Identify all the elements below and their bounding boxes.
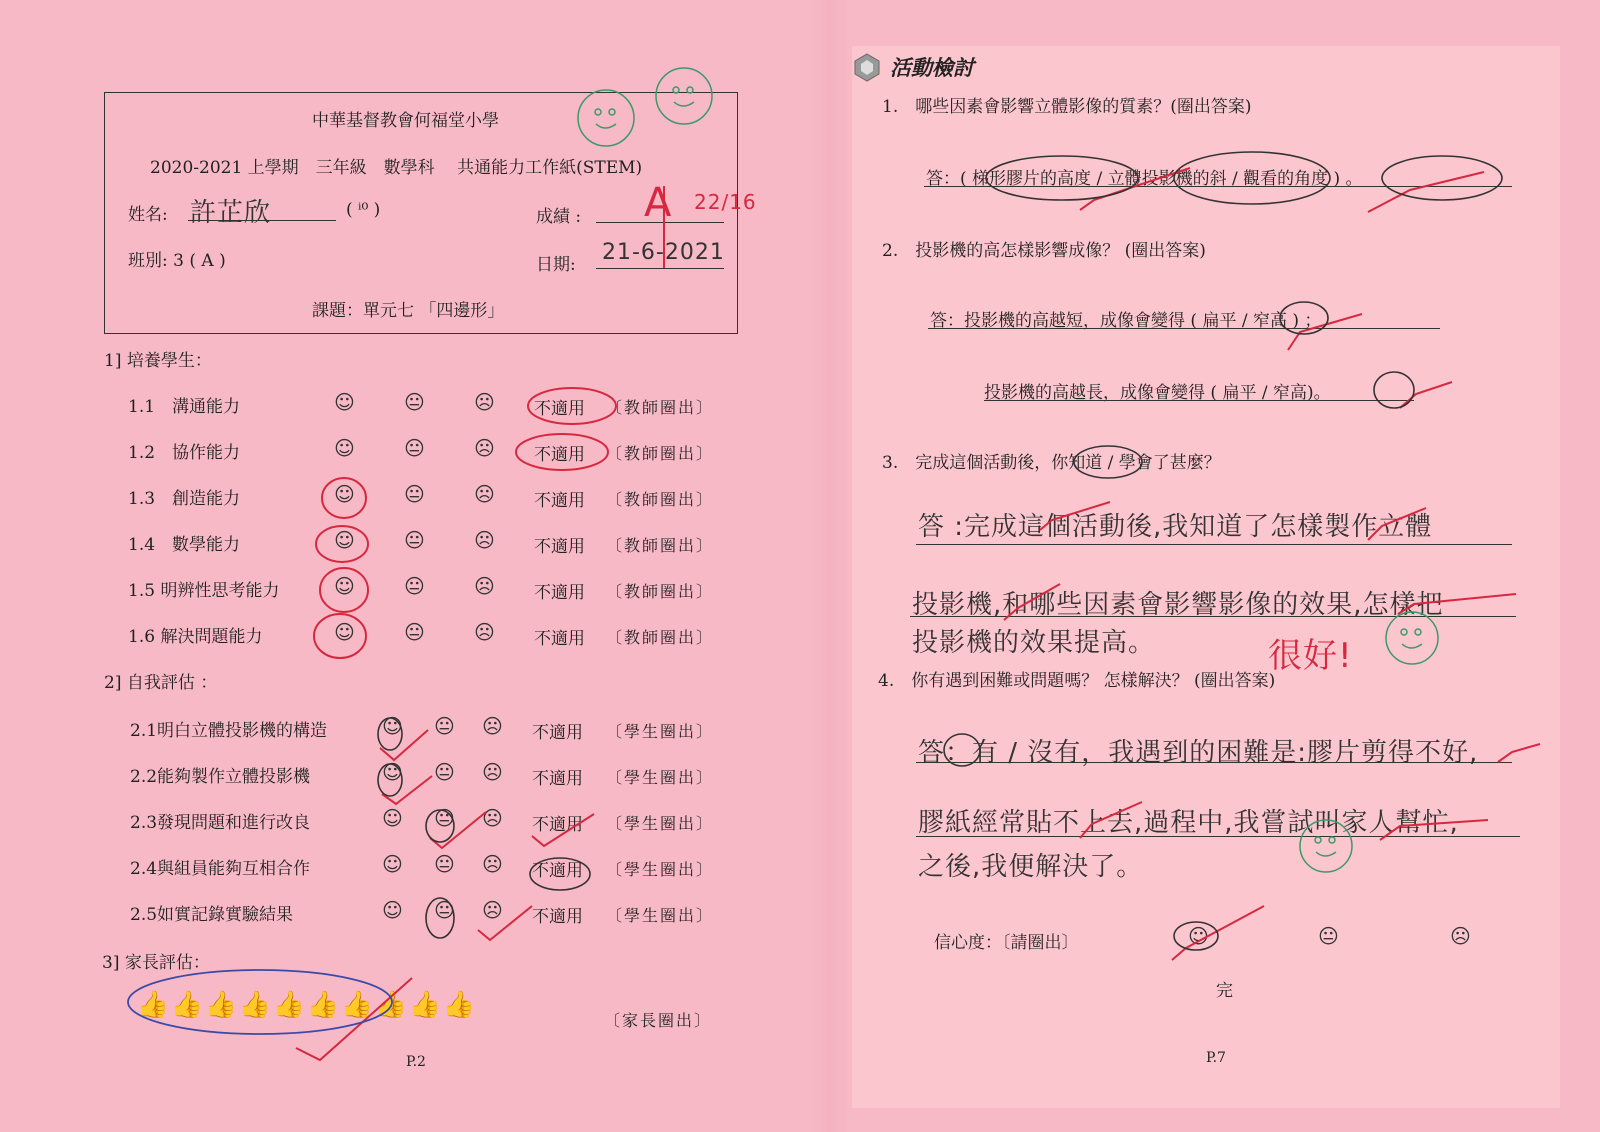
circle-by-tag: 〔教師圈出〕 (606, 444, 715, 463)
answer-3-underline-2 (910, 616, 1516, 617)
sad-face-icon[interactable]: ☹ (474, 620, 495, 644)
happy-face-icon[interactable]: ☺ (334, 482, 355, 506)
confidence-label: 信心度：〔請圈出〕 (934, 933, 1079, 953)
circle-by-tag: 〔教師圈出〕 (606, 490, 715, 509)
question-1: 1. 哪些因素會影響立體影像的質素？(圈出答案) (882, 97, 1252, 117)
teacher-comment: 很好! (1268, 636, 1353, 676)
question-3: 3. 完成這個活動後，你知道 / 學會了甚麼？ (882, 453, 1221, 473)
not-applicable-option[interactable]: 不適用 (534, 629, 585, 649)
not-applicable-option[interactable]: 不適用 (534, 445, 585, 465)
confidence-happy-icon[interactable]: ☺ (1188, 924, 1209, 948)
neutral-face-icon[interactable]: 😐 (404, 390, 425, 414)
neutral-face-icon[interactable]: 😐 (404, 574, 425, 598)
sad-face-icon[interactable]: ☹ (474, 390, 495, 414)
circle-by-tag: 〔學生圈出〕 (606, 906, 715, 925)
happy-face-icon[interactable]: ☺ (334, 574, 355, 598)
date-value: 21-6-2021 (602, 240, 725, 265)
circle-by-tag: 〔教師圈出〕 (606, 536, 715, 555)
school-name: 中華基督教會何福堂小學 (312, 111, 499, 131)
page-number-left: P.2 (406, 1054, 426, 1070)
thumbs-up-icon[interactable]: 👍 (238, 990, 272, 1020)
worksheet-subtitle: 2020-2021 上學期 三年級 數學科 共通能力工作紙(STEM) (150, 158, 643, 178)
topic: 課題：單元七 「四邊形」 (312, 301, 505, 321)
sad-face-icon[interactable]: ☹ (474, 436, 495, 460)
circle-by-tag: 〔學生圈出〕 (606, 768, 715, 787)
circle-by-tag: 〔學生圈出〕 (606, 814, 715, 833)
date-underline (596, 268, 724, 269)
thumbs-up-icon[interactable]: 👍 (170, 990, 204, 1020)
neutral-face-icon[interactable]: 😐 (434, 760, 455, 784)
answer-3-line-2: 投影機,和哪些因素會影響影像的效果,怎樣把 (912, 590, 1444, 620)
question-2: 2. 投影機的高怎樣影響成像？ (圈出答案) (882, 241, 1206, 261)
student-name: 許芷欣 (190, 198, 272, 228)
thumbs-up-icon[interactable]: 👍 (272, 990, 306, 1020)
row-label: 2.5如實記錄實驗結果 (130, 905, 294, 925)
name-label: 姓名: (128, 205, 168, 225)
page-fold (810, 0, 850, 1132)
parent-thumbs-row (136, 990, 476, 1020)
not-applicable-option[interactable]: 不適用 (532, 769, 583, 789)
not-applicable-option[interactable]: 不適用 (534, 537, 585, 557)
circle-by-tag: 〔教師圈出〕 (606, 398, 715, 417)
row-label: 2.4與組員能夠互相合作 (130, 859, 311, 879)
row-label: 1.4 數學能力 (128, 535, 241, 555)
not-applicable-option[interactable]: 不適用 (532, 907, 583, 927)
confidence-neutral-icon[interactable]: 😐 (1318, 924, 1339, 948)
class-label: 班別: 3 ( A ) (128, 251, 226, 271)
answer-4-line-1: 答：有 / 沒有，我遇到的困難是:膠片剪得不好, (918, 738, 1479, 768)
answer-4-line-2: 膠紙經常貼不上去,過程中,我嘗試叫家人幫忙, (918, 808, 1459, 838)
sad-face-icon[interactable]: ☹ (482, 806, 503, 830)
thumbs-up-icon[interactable]: 👍 (408, 990, 442, 1020)
happy-face-icon[interactable]: ☺ (334, 390, 355, 414)
row-label: 2.1明白立體投影機的構造 (130, 721, 328, 741)
date-label: 日期: (536, 255, 576, 275)
neutral-face-icon[interactable]: 😐 (404, 620, 425, 644)
happy-face-icon[interactable]: ☺ (382, 714, 403, 738)
happy-face-icon[interactable]: ☺ (382, 852, 403, 876)
end-mark: 完 (1216, 981, 1233, 1001)
row-label: 1.2 協作能力 (128, 443, 241, 463)
answer-4-underline-1 (916, 762, 1512, 763)
score-label: 成績 : (536, 207, 582, 227)
answer-3-line-3: 投影機的效果提高。 (912, 628, 1156, 658)
score-grade: A (644, 180, 673, 226)
neutral-face-icon[interactable]: 😐 (434, 852, 455, 876)
thumbs-up-icon[interactable]: 👍 (136, 990, 170, 1020)
confidence-sad-icon[interactable]: ☹ (1450, 924, 1471, 948)
row-label: 1.5 明辨性思考能力 (128, 581, 280, 601)
score-fraction: 22/16 (694, 190, 757, 214)
page-number-right: P.7 (1206, 1050, 1226, 1066)
row-label: 1.6 解決問題能力 (128, 627, 263, 647)
section2-heading: 2] 自我評估 ： (104, 673, 218, 693)
answer-3-underline-1 (916, 544, 1512, 545)
class-number: ( ⁱ⁰ ) (346, 200, 381, 220)
sad-face-icon[interactable]: ☹ (474, 574, 495, 598)
happy-face-icon[interactable]: ☺ (382, 806, 403, 830)
answer-2-underline-1 (928, 328, 1440, 329)
not-applicable-option[interactable]: 不適用 (534, 583, 585, 603)
happy-face-icon[interactable]: ☺ (382, 898, 403, 922)
circle-by-tag: 〔學生圈出〕 (606, 722, 715, 741)
happy-face-icon[interactable]: ☺ (334, 528, 355, 552)
neutral-face-icon[interactable]: 😐 (434, 806, 455, 830)
not-applicable-option[interactable]: 不適用 (532, 815, 583, 835)
answer-2-line-1: 答：投影機的高越短，成像會變得 ( 扁平 / 窄高 ) ； (930, 311, 1322, 331)
happy-face-icon[interactable]: ☺ (334, 436, 355, 460)
row-label: 1.1 溝通能力 (128, 397, 241, 417)
happy-face-icon[interactable]: ☺ (382, 760, 403, 784)
row-label: 1.3 創造能力 (128, 489, 241, 509)
sad-face-icon[interactable]: ☹ (482, 760, 503, 784)
activity-hexagon-icon (852, 52, 882, 82)
neutral-face-icon[interactable]: 😐 (404, 436, 425, 460)
neutral-face-icon[interactable]: 😐 (404, 528, 425, 552)
answer-4-underline-2 (916, 836, 1520, 837)
sad-face-icon[interactable]: ☹ (482, 714, 503, 738)
answer-4-line-3: 之後,我便解決了。 (918, 852, 1144, 882)
thumbs-up-icon[interactable]: 👍 (204, 990, 238, 1020)
answer-3-line-1: 答 :完成這個活動後,我知道了怎樣製作立體 (918, 512, 1433, 542)
row-label: 2.2能夠製作立體投影機 (130, 767, 311, 787)
section1-heading: 1] 培養學生： (104, 351, 212, 371)
thumbs-up-icon[interactable]: 👍 (374, 990, 408, 1020)
circle-by-tag: 〔教師圈出〕 (606, 582, 715, 601)
circle-by-tag: 〔教師圈出〕 (606, 628, 715, 647)
activity-review-heading: 活動檢討 (890, 56, 974, 80)
neutral-face-icon[interactable]: 😐 (404, 482, 425, 506)
sad-face-icon[interactable]: ☹ (482, 898, 503, 922)
thumbs-up-icon[interactable]: 👍 (442, 990, 476, 1020)
sad-face-icon[interactable]: ☹ (474, 528, 495, 552)
name-underline (188, 220, 336, 221)
not-applicable-option[interactable]: 不適用 (532, 861, 583, 881)
not-applicable-option[interactable]: 不適用 (532, 723, 583, 743)
sad-face-icon[interactable]: ☹ (482, 852, 503, 876)
not-applicable-option[interactable]: 不適用 (534, 399, 585, 419)
question-4: 4. 你有遇到困難或問題嗎？ 怎樣解決？ (圈出答案) (878, 671, 1276, 691)
row-label: 2.3發現問題和進行改良 (130, 813, 311, 833)
neutral-face-icon[interactable]: 😐 (434, 714, 455, 738)
answer-1: 答：( 梯形膠片的高度 / 立體投影機的斜 / 觀看的角度 ) 。 (926, 169, 1363, 189)
section3-heading: 3] 家長評估： (102, 953, 210, 973)
thumbs-up-icon[interactable]: 👍 (340, 990, 374, 1020)
sad-face-icon[interactable]: ☹ (474, 482, 495, 506)
answer-2-underline-2 (984, 400, 1414, 401)
happy-face-icon[interactable]: ☺ (334, 620, 355, 644)
neutral-face-icon[interactable]: 😐 (434, 898, 455, 922)
answer-2-line-2: 投影機的高越長，成像會變得 ( 扁平 / 窄高)。 (984, 383, 1331, 403)
parent-circle-tag: 〔家長圈出〕 (604, 1011, 713, 1030)
answer-1-underline (924, 186, 1512, 187)
not-applicable-option[interactable]: 不適用 (534, 491, 585, 511)
circle-by-tag: 〔學生圈出〕 (606, 860, 715, 879)
thumbs-up-icon[interactable]: 👍 (306, 990, 340, 1020)
